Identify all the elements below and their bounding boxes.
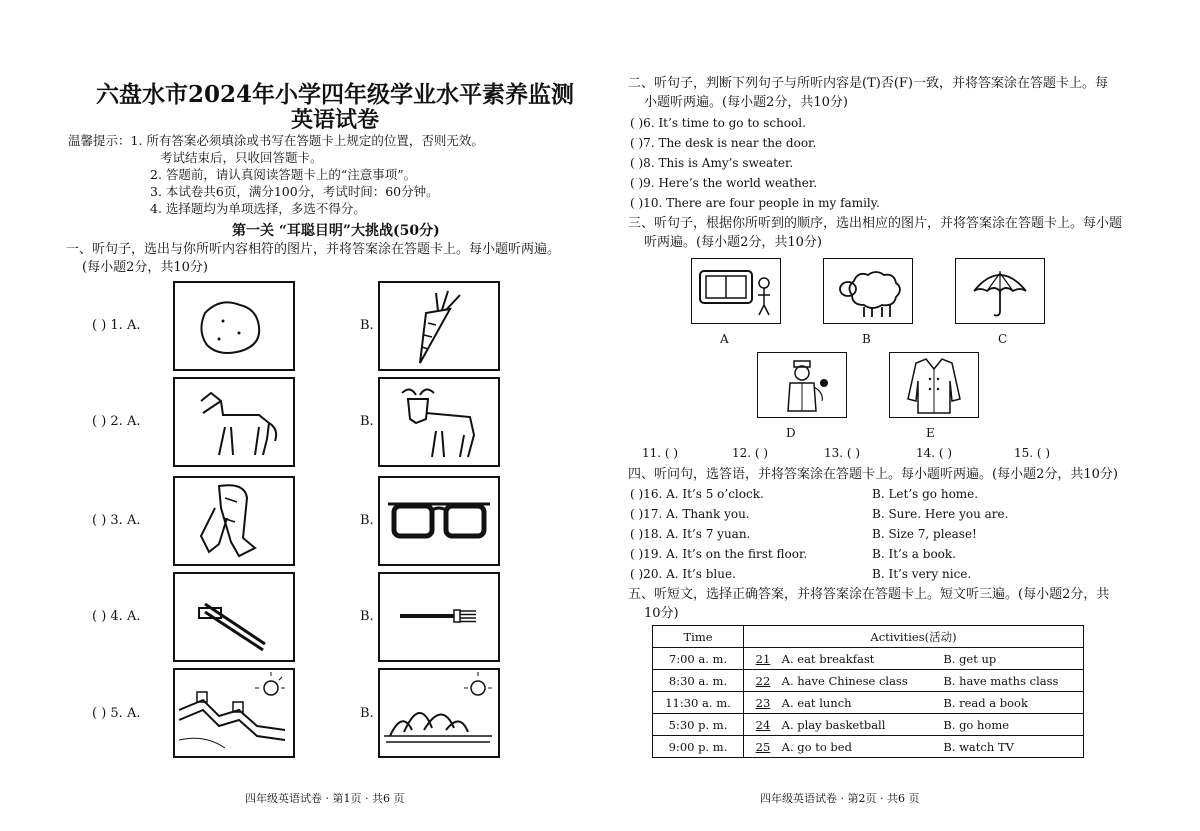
row-activity <box>744 670 1084 692</box>
part2-item: ( )8. This is Amy’s sweater. <box>630 156 794 170</box>
part4-question: ( )18. A. It’s 7 yuan. <box>630 527 751 541</box>
picture-e-label: E <box>926 426 935 440</box>
q2-b-label: B. <box>360 414 374 429</box>
part3-instruction: 三、听句子，根据你所听到的顺序，选出相应的图片，并将答案涂在答题卡上。每小题 <box>628 216 1123 231</box>
col-activities: Activities(活动) <box>744 626 1084 648</box>
answer-blank-15[interactable]: 15. ( ) <box>1014 446 1051 460</box>
table-row <box>653 692 1084 714</box>
q1-b-label: B. <box>360 318 374 333</box>
row-number: 25 <box>755 739 771 754</box>
row-activity <box>744 736 1084 758</box>
table-row <box>653 736 1084 758</box>
sheep-icon <box>824 259 912 323</box>
note-line: 2. 答题前，请认真阅读答题卡上的“注意事项”。 <box>150 167 417 182</box>
activities-table <box>652 625 1084 758</box>
note-line: 4. 选择题均为单项选择，多选不得分。 <box>150 201 366 216</box>
q2-option-a[interactable] <box>173 377 295 467</box>
coat-icon <box>890 353 978 417</box>
question-2-label: ( ) 2. A. <box>92 414 141 429</box>
fork-icon <box>380 574 498 660</box>
part5-instruction-2: 10分) <box>644 606 679 621</box>
part2-instruction: 二、听句子，判断下列句子与所听内容是(T)否(F)一致，并将答案涂在答题卡上。每 <box>628 76 1108 91</box>
row-option-a: A. eat breakfast <box>781 651 875 666</box>
part1-instruction: 一、听句子，选出与你所听内容相符的图片，并将答案涂在答题卡上。每小题听两遍。 <box>66 242 561 257</box>
note-line: 3. 本试卷共6页，满分100分，考试时间：60分钟。 <box>150 184 439 199</box>
part3-instruction-2: 听两遍。(每小题2分，共10分) <box>644 235 822 250</box>
row-option-a: A. eat lunch <box>781 695 852 710</box>
row-activity <box>744 714 1084 736</box>
note-line: 温馨提示：1. 所有答案必须填涂或书写在答题卡上规定的位置，否则无效。 <box>68 133 484 148</box>
q2-option-b[interactable] <box>378 377 500 467</box>
chopsticks-icon <box>175 574 293 660</box>
note-line: 考试结束后，只收回答题卡。 <box>160 150 323 165</box>
part4-question: ( )17. A. Thank you. <box>630 507 750 521</box>
sydney-opera-house-icon <box>380 670 498 756</box>
answer-blank-12[interactable]: 12. ( ) <box>732 446 769 460</box>
row-option-b: B. watch TV <box>943 739 1014 754</box>
picture-e[interactable] <box>889 352 979 418</box>
answer-blank-14[interactable]: 14. ( ) <box>916 446 953 460</box>
q3-option-a[interactable] <box>173 476 295 566</box>
football-field-icon <box>692 259 780 323</box>
row-time: 9:00 p. m. <box>653 736 744 758</box>
question-5-label: ( ) 5. A. <box>92 706 141 721</box>
part4-question: ( )16. A. It’s 5 o’clock. <box>630 487 764 501</box>
table-row <box>653 670 1084 692</box>
part2-item: ( )6. It’s time to go to school. <box>630 116 806 130</box>
potato-icon <box>175 283 293 369</box>
row-time: 7:00 a. m. <box>653 648 744 670</box>
part4-option-b: B. It’s a book. <box>872 547 956 561</box>
scarf-icon <box>175 478 293 564</box>
table-header-row <box>653 626 1084 648</box>
row-option-b: B. have maths class <box>943 673 1059 688</box>
picture-d-label: D <box>786 426 796 440</box>
part1-instruction-2: (每小题2分，共10分) <box>82 260 208 275</box>
page-title: 六盘水市2024年小学四年级学业水平素养监测 <box>95 81 574 108</box>
picture-b[interactable] <box>823 258 913 324</box>
picture-a-label: A <box>720 332 729 346</box>
q3-option-b[interactable] <box>378 476 500 566</box>
row-option-a: A. play basketball <box>781 717 886 732</box>
picture-d[interactable] <box>757 352 847 418</box>
q3-b-label: B. <box>360 513 374 528</box>
row-option-b: B. read a book <box>943 695 1028 710</box>
great-wall-icon <box>175 670 293 756</box>
row-number: 21 <box>755 651 771 666</box>
q1-option-a[interactable] <box>173 281 295 371</box>
row-option-b: B. get up <box>943 651 997 666</box>
row-number: 22 <box>755 673 771 688</box>
picture-a[interactable] <box>691 258 781 324</box>
part4-instruction: 四、听问句，选答语，并将答案涂在答题卡上。每小题听两遍。(每小题2分，共10分) <box>628 467 1118 482</box>
notes-block <box>68 132 484 217</box>
part4-question: ( )19. A. It’s on the first floor. <box>630 547 808 561</box>
answer-blank-13[interactable]: 13. ( ) <box>824 446 861 460</box>
part2-item: ( )7. The desk is near the door. <box>630 136 817 150</box>
picture-c-label: C <box>998 332 1008 346</box>
row-number: 24 <box>755 717 771 732</box>
row-time: 5:30 p. m. <box>653 714 744 736</box>
part4-option-b: B. Size 7, please! <box>872 527 977 541</box>
q4-option-a[interactable] <box>173 572 295 662</box>
table-row <box>653 714 1084 736</box>
row-number: 23 <box>755 695 771 710</box>
table-row <box>653 648 1084 670</box>
horse-icon <box>175 379 293 465</box>
part4-option-b: B. Let’s go home. <box>872 487 979 501</box>
q1-option-b[interactable] <box>378 281 500 371</box>
umbrella-icon <box>956 259 1044 323</box>
footer-left: 四年级英语试卷 · 第1页 · 共6 页 <box>245 792 405 805</box>
goat-icon <box>380 379 498 465</box>
row-option-b: B. go home <box>943 717 1010 732</box>
question-3-label: ( ) 3. A. <box>92 513 141 528</box>
picture-c[interactable] <box>955 258 1045 324</box>
q5-option-a[interactable] <box>173 668 295 758</box>
part2-instruction-2: 小题听两遍。(每小题2分，共10分) <box>644 95 848 110</box>
question-1-label: ( ) 1. A. <box>92 318 141 333</box>
section-heading: 第一关 “耳聪目明”大挑战(50分) <box>232 223 440 239</box>
part5-instruction: 五、听短文，选择正确答案，并将答案涂在答题卡上。短文听三遍。(每小题2分，共 <box>628 587 1110 602</box>
q4-option-b[interactable] <box>378 572 500 662</box>
row-activity <box>744 648 1084 670</box>
page-subtitle: 英语试卷 <box>290 107 379 133</box>
row-option-a: A. go to bed <box>781 739 852 754</box>
row-time: 8:30 a. m. <box>653 670 744 692</box>
q5-option-b[interactable] <box>378 668 500 758</box>
row-time: 11:30 a. m. <box>653 692 744 714</box>
row-activity <box>744 692 1084 714</box>
picture-b-label: B <box>862 332 871 346</box>
glasses-icon <box>380 478 498 564</box>
question-4-label: ( ) 4. A. <box>92 609 141 624</box>
footer-right: 四年级英语试卷 · 第2页 · 共6 页 <box>760 792 920 805</box>
carrot-icon <box>380 283 498 369</box>
q5-b-label: B. <box>360 706 374 721</box>
answer-blank-11[interactable]: 11. ( ) <box>642 446 679 460</box>
part4-question: ( )20. A. It’s blue. <box>630 567 736 581</box>
col-time: Time <box>653 626 744 648</box>
doctor-icon <box>758 353 846 417</box>
part2-item: ( )9. Here’s the world weather. <box>630 176 818 190</box>
part4-option-b: B. Sure. Here you are. <box>872 507 1009 521</box>
row-option-a: A. have Chinese class <box>781 673 908 688</box>
q4-b-label: B. <box>360 609 374 624</box>
part4-option-b: B. It’s very nice. <box>872 567 972 581</box>
part2-item: ( )10. There are four people in my family. <box>630 196 880 210</box>
